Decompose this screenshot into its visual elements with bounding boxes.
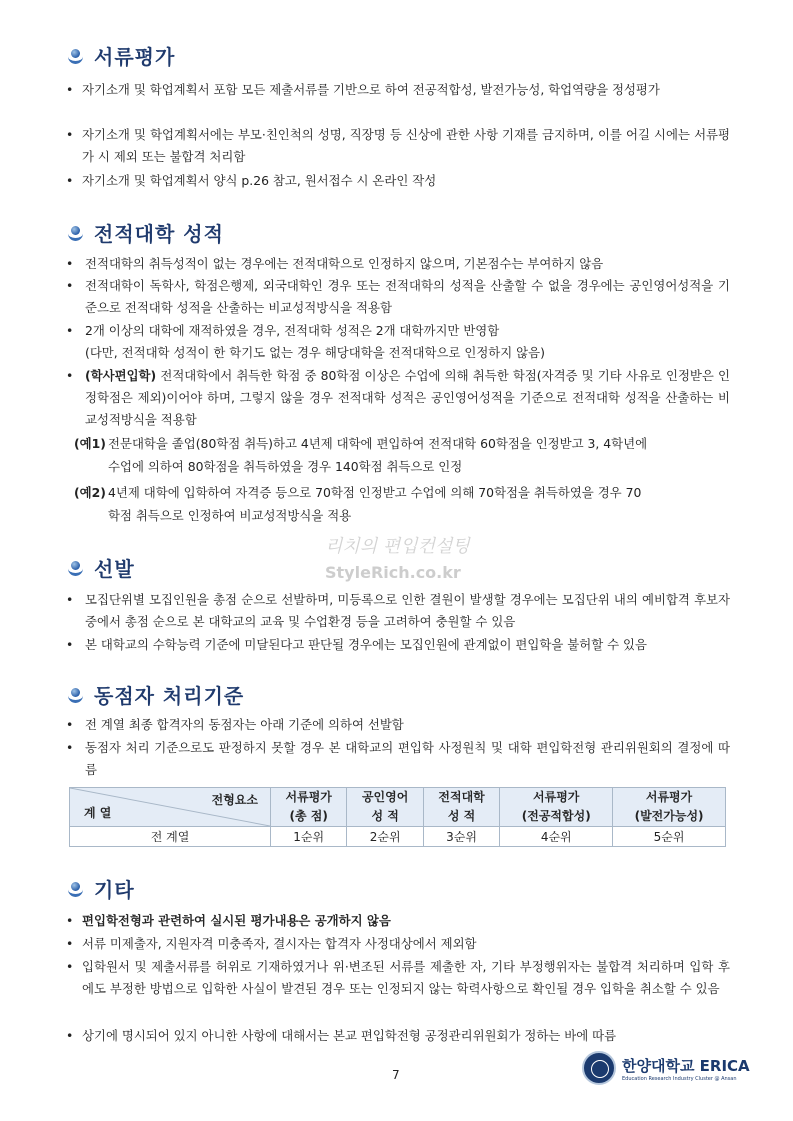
table-header-cell: 공인영어 성 적 [347,788,423,827]
tiebreak-table [69,787,726,847]
list-item: • 자기소개 및 학업계획서 포함 모든 제출서류를 기반으로 하여 전공적합성, 발전가능성, 학업역량을 정성평가 [66,82,660,97]
section-bullet-icon [68,559,84,575]
list-item: • 본 대학교의 수학능력 기준에 미달된다고 판단될 경우에는 모집인원에 관계없이 편입학을 불허할 수 있음 [66,637,647,652]
bold-prefix: (학사편입학) [85,368,157,383]
table-header-cell: 서류평가 (총 점) [271,788,347,827]
list-item: • 모집단위별 모집인원을 총점 순으로 선발하며, 미등록으로 인한 결원이 발생할 경우에는 모집단위 내의 예비합격 후보자 중에서 총점 순으로 본 대학교의 교육 및 수업환경 등을 고려하여 충원할 수 있음 [66,592,730,629]
table-header-cell: 서류평가 (발전가능성) [613,788,726,827]
table-row [70,827,726,847]
section-heading-prev-grades [68,218,224,246]
example-item: (예2) 4년제 대학에 입학하여 자격증 등으로 70학점 인정받고 수업에 의해 70학점을 취득하였을 경우 70 학점 취득으로 인정하여 비교성적방식을 적용 [74,485,642,523]
watermark-url: StyleRich.co.kr [325,563,461,582]
section-heading-tiebreak [68,680,244,708]
section-heading-doc-review [68,41,175,69]
table-cell: 3순위 [423,827,499,847]
list-item: • (학사편입학) 전적대학에서 취득한 학점 중 80학점 이상은 수업에 의해 취득한 학점(자격증 및 기타 사유로 인정받은 인정학점은 제외)이어야 하며, 그렇지 않을 경우 전적대학 성적은 공인영어성적을 기준으로 전적대학 성적을 산출하는 비교성적방식을 적용함 [66,368,730,427]
section-title: 동점자 처리기준 [94,683,245,708]
list-item: • 전적대학의 취득성적이 없는 경우에는 전적대학으로 인정하지 않으며, 기본점수는 부여하지 않음 [66,256,604,271]
list-item: • 자기소개 및 학업계획서 양식 p.26 참고, 원서접수 시 온라인 작성 [66,173,437,188]
section-heading-selection [68,553,135,581]
section-bullet-icon [68,47,84,63]
list-item: • 상기에 명시되어 있지 아니한 사항에 대해서는 본교 편입학전형 공정관리위원회가 정하는 바에 따름 [66,1028,617,1043]
university-logo [582,1051,750,1085]
list-item-note: (다만, 전적대학 성적이 한 학기도 없는 경우 해당대학을 전적대학으로 인정하지 않음) [85,345,545,360]
section-heading-etc [68,874,135,902]
table-cell: 5순위 [613,827,726,847]
section-title: 서류평가 [94,44,176,69]
university-seal-icon [582,1051,616,1085]
table-corner-cell: 전형요소 계 열 [70,788,271,827]
logo-tagline: Education Research Industry Cluster @ Ansan [622,1075,737,1082]
logo-name: 한양대학교 ERICA [622,1056,750,1075]
watermark-text: 리치의 편입컨설팅 [325,536,470,557]
list-item: • 자기소개 및 학업계획서에는 부모·친인척의 성명, 직장명 등 신상에 관한 사항 기재를 금지하며, 이를 어길 시에는 서류평가 시 제외 또는 불합격 처리함 [66,127,730,164]
list-item: • 편입학전형과 관련하여 실시된 평가내용은 공개하지 않음 [66,913,391,928]
section-title: 선발 [94,556,135,581]
section-bullet-icon [68,224,84,240]
section-title: 전적대학 성적 [94,221,224,246]
section-title: 기타 [94,877,135,902]
table-row-label: 전 계열 [70,827,271,847]
example-item: (예1) 전문대학을 졸업(80학점 취득)하고 4년제 대학에 편입하여 전적대학 60학점을 인정받고 3, 4학년에 수업에 의하여 80학점을 취득하였을 경우 140학점 취득으로 인정 [74,436,648,474]
list-item: • 전적대학이 독학사, 학점은행제, 외국대학인 경우 또는 전적대학의 성적을 산출할 수 없을 경우에는 공인영어성적을 기준으로 전적대학 성적을 산출하는 비교성적방식을 적용함 [66,278,730,315]
list-item: • 입학원서 및 제출서류를 허위로 기재하였거나 위·변조된 서류를 제출한 자, 기타 부정행위자는 불합격 처리하며 입학 후에도 부정한 방법으로 입학한 사실이 발견된 경우 또는 인정되지 않는 학력사항으로 확인될 경우 입학을 취소할 수 있음 [66,959,730,996]
page-number: 7 [392,1068,400,1082]
list-item: • 동점자 처리 기준으로도 판정하지 못할 경우 본 대학교의 편입학 사정원칙 및 대학 편입학전형 관리위원회의 결정에 따름 [66,740,730,777]
table-cell: 1순위 [271,827,347,847]
table-cell: 4순위 [500,827,613,847]
list-item: • 2개 이상의 대학에 재적하였을 경우, 전적대학 성적은 2개 대학까지만 반영함 [66,323,500,338]
list-item: • 전 계열 최종 합격자의 동점자는 아래 기준에 의하여 선발함 [66,717,404,732]
table-header-cell: 전적대학 성 적 [423,788,499,827]
list-item: • 서류 미제출자, 지원자격 미충족자, 결시자는 합격자 사정대상에서 제외함 [66,936,477,951]
table-header-row [70,788,726,827]
table-header-cell: 서류평가 (전공적합성) [500,788,613,827]
section-bullet-icon [68,686,84,702]
table-cell: 2순위 [347,827,423,847]
section-bullet-icon [68,880,84,896]
